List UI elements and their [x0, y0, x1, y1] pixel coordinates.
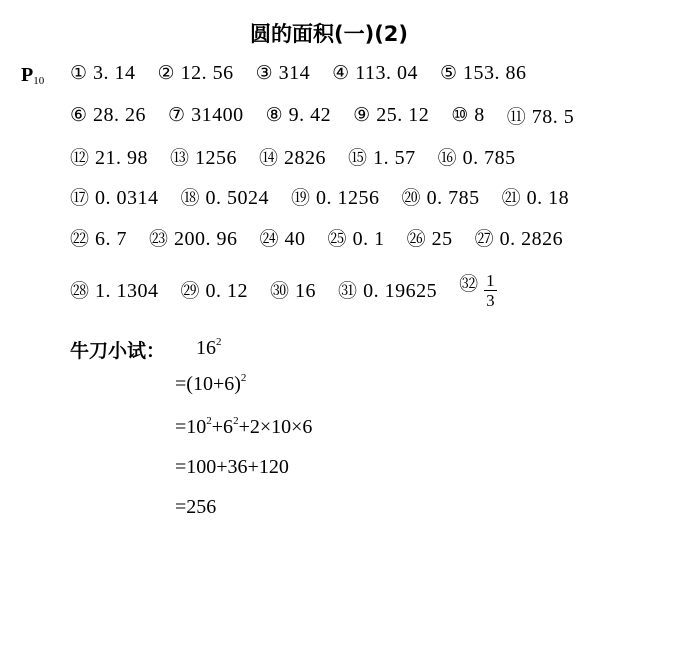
answer-number: ㉜ [459, 273, 479, 295]
answer-row-5 [70, 224, 585, 251]
answer-value: 153. 86 [463, 62, 527, 84]
answer-number: ⑦ [168, 104, 186, 126]
fraction-denominator: 3 [486, 290, 495, 310]
answer-number: ⑮ [348, 147, 368, 169]
answer-row-6 [70, 269, 519, 310]
answer-number: ⑬ [170, 147, 190, 169]
answer-number: ㉙ [180, 279, 200, 302]
answer-value: 0. 12 [205, 279, 249, 302]
answer-item [502, 183, 570, 210]
page-number-label [21, 64, 44, 87]
answer-fraction [484, 271, 497, 310]
answer-row-3 [70, 143, 538, 170]
answer-value: 25 [431, 228, 453, 250]
answer-item [181, 183, 270, 210]
answer-item [348, 143, 416, 170]
answer-item [158, 62, 234, 85]
answer-value: 1. 1304 [95, 279, 159, 302]
answer-number: ⑥ [70, 104, 88, 126]
trial-expression [196, 337, 222, 360]
answer-item [507, 102, 575, 129]
answer-number: ㉕ [327, 228, 347, 250]
answer-value: 0. 2826 [499, 228, 564, 250]
step-1 [175, 373, 246, 396]
answer-value: 0. 785 [426, 187, 480, 209]
answer-value: 12. 56 [180, 62, 234, 84]
answer-value: 1. 57 [373, 147, 416, 169]
trial-section-label: 牛刀小试： [70, 340, 166, 362]
answer-number: ⑰ [70, 187, 90, 209]
answer-item [70, 224, 127, 251]
step-2-b: +6 [211, 416, 234, 438]
answer-item [70, 62, 136, 85]
step-4: =256 [175, 496, 217, 518]
answer-value: 0. 785 [462, 147, 516, 169]
answer-number: ⑳ [401, 187, 421, 209]
answer-number: ② [157, 62, 175, 84]
answer-value: 25. 12 [376, 104, 430, 126]
answer-item [260, 224, 306, 251]
step-2-a: =10 [175, 416, 207, 438]
answer-value: 314 [278, 62, 311, 84]
answer-value: 0. 19625 [363, 279, 438, 302]
trial-base: 16 [196, 337, 216, 359]
answer-number: ㉛ [338, 279, 358, 302]
answer-item [70, 143, 148, 170]
step-3: =100+36+120 [175, 456, 289, 478]
step-1-text: =(10+6) [175, 373, 241, 395]
answer-number: ④ [332, 62, 350, 84]
answer-value: 113. 04 [355, 62, 418, 84]
answer-number: ㉘ [70, 279, 90, 302]
answer-value: 0. 18 [526, 187, 570, 209]
answer-item [259, 143, 326, 170]
answer-number: ⑨ [353, 104, 371, 126]
answer-item [149, 224, 238, 251]
answer-item [332, 62, 418, 85]
step-2-e1: 2 [206, 415, 212, 427]
answer-item [70, 183, 159, 210]
step-2-e2: 2 [233, 415, 239, 427]
answer-value: 200. 96 [174, 228, 238, 250]
answer-value: 2826 [284, 147, 327, 169]
answer-item [475, 224, 564, 251]
answer-value: 0. 5024 [205, 187, 270, 209]
answer-number: ㉖ [406, 228, 426, 250]
page-letter: P [21, 64, 34, 86]
answer-item [353, 104, 429, 127]
answer-value: 40 [284, 228, 306, 250]
answer-number: ⑫ [70, 147, 90, 169]
answer-number: ③ [255, 62, 273, 84]
answer-item [440, 62, 527, 85]
answer-value: 78. 5 [531, 106, 575, 128]
answer-row-2 [70, 102, 596, 129]
step-1-exponent: 2 [240, 372, 247, 384]
answer-value: 21. 98 [95, 147, 149, 169]
answer-number: ⑭ [259, 147, 279, 169]
answer-item [402, 183, 480, 210]
answer-item [168, 104, 244, 127]
answer-value: 1256 [195, 147, 238, 169]
answer-item [459, 269, 497, 310]
step-2-c: +2×10×6 [238, 416, 313, 438]
answer-row-4 [70, 183, 591, 210]
answer-value: 8 [474, 104, 485, 126]
answer-number: ㉔ [259, 228, 279, 250]
answer-value: 0. 1 [352, 228, 385, 250]
answer-number: ⑱ [180, 187, 200, 209]
step-2 [175, 416, 312, 439]
answer-item [181, 276, 249, 303]
answer-item [170, 143, 237, 170]
answer-number: ⑪ [506, 106, 526, 128]
answer-item [266, 104, 332, 127]
answer-value: 31400 [191, 104, 244, 126]
answer-number: ㉒ [70, 228, 90, 250]
page-number: 10 [33, 75, 45, 87]
answer-item [451, 104, 485, 127]
answer-item [328, 224, 385, 251]
answer-item [338, 276, 437, 303]
trial-exponent: 2 [216, 336, 222, 348]
answer-number: ⑩ [451, 104, 469, 126]
page-title: 圆的面积(一)(2) [250, 22, 409, 46]
answer-item [407, 224, 453, 251]
answer-number: ⑧ [265, 104, 283, 126]
answer-number: ⑯ [437, 147, 457, 169]
answer-value: 9. 42 [288, 104, 332, 126]
answer-number: ㉑ [501, 187, 521, 209]
answer-number: ㉗ [474, 228, 494, 250]
answer-item [256, 62, 311, 85]
answer-number: ㉚ [270, 279, 290, 302]
answer-row-1 [70, 62, 549, 85]
answer-value: 3. 14 [93, 62, 136, 84]
answer-value: 28. 26 [93, 104, 147, 126]
answer-item [291, 183, 380, 210]
answer-item [70, 276, 159, 303]
answer-item [270, 276, 316, 303]
answer-item [70, 104, 146, 127]
fraction-numerator: 1 [486, 270, 495, 290]
answer-number: ⑲ [291, 187, 311, 209]
answer-number: ⑤ [439, 62, 457, 84]
answer-value: 16 [295, 279, 317, 302]
answer-value: 0. 1256 [316, 187, 380, 209]
answer-number: ㉓ [149, 228, 169, 250]
answer-value: 6. 7 [95, 228, 128, 250]
answer-number: ① [70, 62, 88, 84]
answer-value: 0. 0314 [95, 187, 159, 209]
answer-item [438, 143, 516, 170]
